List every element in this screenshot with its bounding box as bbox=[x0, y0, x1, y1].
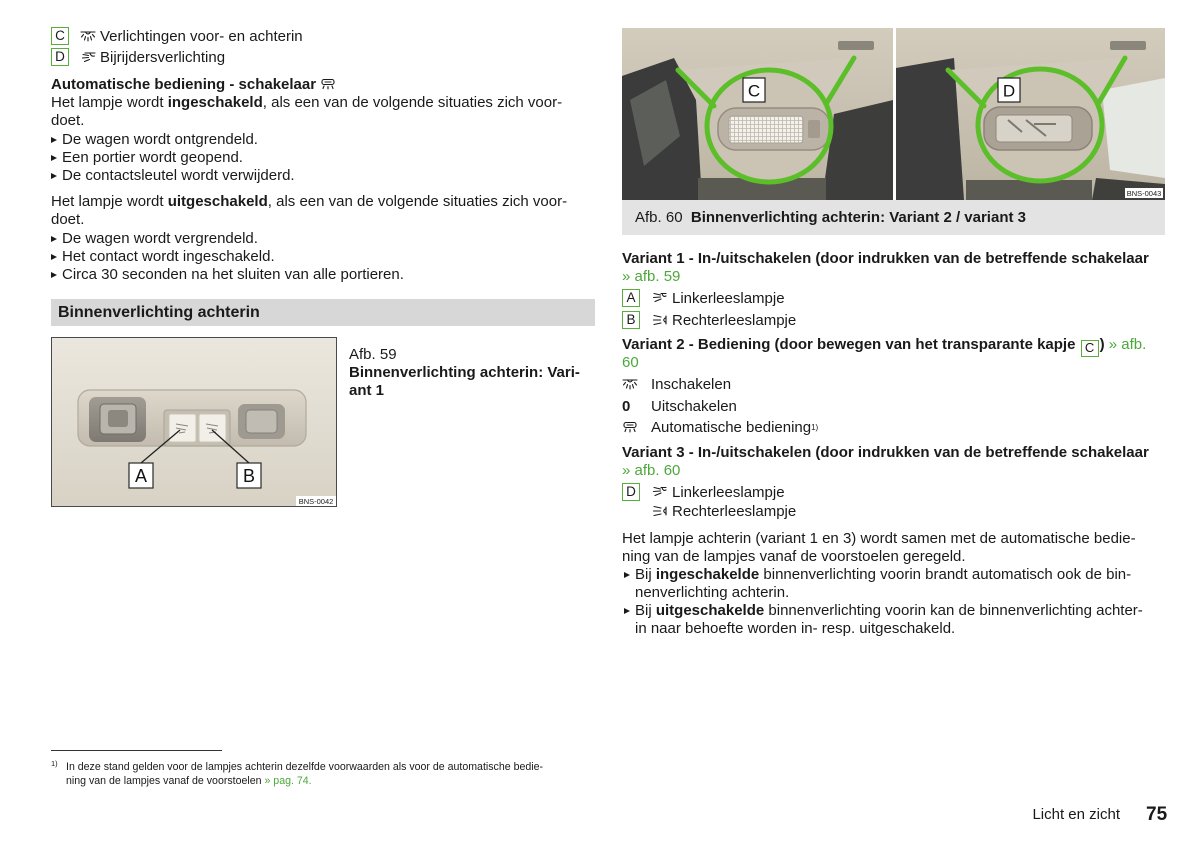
caption-title-line: Binnenverlichting achterin: Vari- bbox=[349, 364, 580, 381]
on-item-text: De wagen wordt ontgrendeld. bbox=[62, 130, 258, 148]
callout-label-a: A bbox=[134, 466, 148, 486]
passenger-light-icon bbox=[80, 51, 96, 63]
switch-b bbox=[199, 414, 226, 442]
item-text: Linkerleeslampje bbox=[672, 289, 785, 307]
off-symbol: 0 bbox=[622, 397, 631, 415]
variant-2-item-auto bbox=[622, 418, 818, 436]
off-item-text: Het contact wordt ingeschakeld. bbox=[62, 247, 275, 265]
bullet-icon bbox=[51, 254, 57, 260]
off-intro-bold: uitgeschakeld bbox=[167, 193, 268, 210]
reading-light-right-icon bbox=[651, 314, 667, 326]
auto-off-block bbox=[51, 193, 567, 284]
legend-item-d bbox=[51, 48, 225, 66]
caption-line bbox=[635, 209, 1026, 227]
key-box-a: A bbox=[622, 289, 640, 307]
off-intro-post: , als een van de volgende situaties zich voor- bbox=[267, 193, 568, 210]
page-number: 75 bbox=[1146, 804, 1168, 825]
bullet-pre: Bij bbox=[635, 566, 656, 583]
list-item bbox=[51, 230, 567, 248]
bullet-cont: in naar behoefte worden in- resp. uitgeschakeld. bbox=[635, 620, 956, 637]
section-heading-bar bbox=[51, 299, 595, 326]
figure-code: BNS-0042 bbox=[298, 497, 334, 506]
photo-divider bbox=[893, 28, 896, 200]
on-intro-cont: doet. bbox=[51, 112, 85, 130]
list-item bbox=[51, 167, 562, 185]
bullet-post: binnenverlichting voorin kan de binnenverlichting achter- bbox=[764, 602, 1143, 619]
section-title: Binnenverlichting achterin bbox=[58, 304, 260, 321]
item-text: Uitschakelen bbox=[651, 397, 737, 415]
variant-1-title: Variant 1 - In-/uitschakelen (door indrukken van de betreffende schakelaar bbox=[622, 250, 1149, 267]
off-intro-pre: Het lampje wordt bbox=[51, 193, 168, 210]
variant-2-heading bbox=[622, 336, 1146, 372]
legend-item-c bbox=[51, 27, 303, 45]
reading-light-left-icon bbox=[651, 486, 667, 498]
bright-window bbox=[1102, 78, 1165, 178]
on-intro-line bbox=[51, 94, 562, 112]
figure-60-caption bbox=[622, 200, 1165, 235]
door-contact-icon bbox=[320, 78, 336, 90]
variant-2-item-off bbox=[622, 397, 737, 415]
key-box-c: C bbox=[51, 27, 69, 45]
bullet-icon bbox=[51, 155, 57, 161]
variant-3-item-right bbox=[651, 502, 796, 520]
off-intro-cont: doet. bbox=[51, 211, 85, 229]
item-text: Rechterleeslampje bbox=[672, 311, 797, 329]
list-item bbox=[51, 248, 567, 266]
bullet-icon bbox=[51, 236, 57, 242]
footnote-mark: 1) bbox=[51, 759, 58, 768]
summary-line: Het lampje achterin (variant 1 en 3) wordt samen met de automatische bedie- bbox=[622, 530, 1136, 547]
variant-2-title-close: ) bbox=[1099, 336, 1105, 353]
callout-label-b: B bbox=[242, 466, 256, 486]
figure-60-photos bbox=[622, 28, 1165, 200]
key-box-c: C bbox=[1081, 340, 1099, 357]
auto-heading-text: Automatische bediening - schakelaar bbox=[51, 76, 317, 93]
summary-block bbox=[622, 530, 1143, 638]
variant-1-item-a bbox=[622, 289, 785, 307]
on-intro-bold: ingeschakeld bbox=[167, 94, 263, 112]
caption-title-line: ant 1 bbox=[349, 382, 385, 399]
footnote-line bbox=[66, 774, 543, 788]
auto-heading bbox=[51, 76, 562, 94]
callout-label-c: C bbox=[747, 81, 761, 101]
footnote-line: In deze stand gelden voor de lampjes achterin dezelfde voorwaarden als voor de automatische bedie- bbox=[66, 761, 544, 773]
key-box-d: D bbox=[51, 48, 69, 66]
left-lamp-button-center bbox=[108, 410, 128, 427]
bullet-icon bbox=[624, 608, 630, 614]
figure-60-link-cont[interactable]: 60 bbox=[622, 354, 639, 371]
light-on-icon bbox=[622, 378, 638, 390]
caption-title: Binnenverlichting achterin: Variant 2 / variant 3 bbox=[690, 209, 1026, 226]
key-box-d: D bbox=[622, 483, 640, 501]
item-text: Inschakelen bbox=[651, 375, 732, 393]
footnote-text bbox=[66, 760, 543, 788]
footnote-rule bbox=[51, 750, 222, 751]
variant-3-heading bbox=[622, 444, 1149, 480]
bullet-icon bbox=[51, 272, 57, 278]
item-text: Automatische bediening bbox=[651, 418, 812, 436]
item-text: Linkerleeslampje bbox=[672, 483, 785, 501]
list-item bbox=[624, 602, 1143, 620]
figure-59-illustration bbox=[52, 338, 336, 506]
photo-variant-2 bbox=[622, 28, 893, 200]
auto-on-block bbox=[51, 76, 562, 185]
caption-number: Afb. 60 bbox=[635, 209, 683, 226]
list-item bbox=[624, 566, 1143, 584]
summary-line: ning van de lampjes vanaf de voorstoelen geregeld. bbox=[622, 548, 966, 565]
bullet-bold: uitgeschakelde bbox=[655, 602, 765, 619]
bullet-icon bbox=[624, 572, 630, 578]
figure-code: BNS-0043 bbox=[1126, 189, 1162, 198]
figure-59 bbox=[51, 337, 337, 507]
figure-60-link[interactable]: » afb. bbox=[1104, 336, 1147, 353]
footer-chapter: Licht en zicht bbox=[1032, 806, 1120, 823]
off-intro-line bbox=[51, 193, 567, 211]
switch-a bbox=[169, 414, 196, 442]
on-item-text: De contactsleutel wordt verwijderd. bbox=[62, 166, 295, 184]
item-text: Rechterleeslampje bbox=[672, 502, 797, 520]
bullet-icon bbox=[51, 173, 57, 179]
variant-2-title-text: Variant 2 - Bediening (door bewegen van het transparante kapje bbox=[622, 336, 1080, 353]
footnote-line-text: ning van de lampjes vanaf de voorstoelen bbox=[66, 775, 265, 787]
reading-light-left-icon bbox=[651, 292, 667, 304]
photo-variant-3 bbox=[896, 28, 1165, 200]
figure-59-link[interactable]: » afb. 59 bbox=[622, 268, 681, 285]
ceiling-lamp bbox=[838, 41, 874, 50]
key-box-b: B bbox=[622, 311, 640, 329]
bullet-cont: nenverlichting achterin. bbox=[635, 584, 790, 601]
variant-2-title bbox=[622, 336, 1146, 354]
footnote-ref[interactable]: 1) bbox=[811, 422, 819, 432]
figure-60 bbox=[622, 28, 1165, 200]
bullet-pre: Bij bbox=[635, 602, 656, 619]
page-74-link[interactable]: » pag. 74. bbox=[264, 775, 312, 787]
variant-3-item-d bbox=[622, 483, 785, 501]
off-item-text: Circa 30 seconden na het sluiten van alle portieren. bbox=[62, 266, 404, 283]
variant-1-item-b bbox=[622, 311, 796, 329]
callout-label-d: D bbox=[1002, 81, 1016, 101]
bullet-bold: ingeschakelde bbox=[655, 566, 760, 583]
list-item bbox=[51, 266, 567, 284]
list-item bbox=[51, 131, 562, 149]
variant-2-item-on bbox=[622, 375, 731, 393]
right-lamp-lens-face bbox=[246, 410, 277, 433]
variant-1-heading bbox=[622, 250, 1149, 286]
cargo-area bbox=[966, 180, 1092, 200]
variant-3-title: Variant 3 - In-/uitschakelen (door indrukken van de betreffende schakelaar bbox=[622, 444, 1149, 461]
figure-60-link[interactable]: » afb. 60 bbox=[622, 462, 681, 479]
door-contact-icon bbox=[622, 421, 638, 433]
transparent-cap bbox=[729, 116, 803, 143]
off-item-text: De wagen wordt vergrendeld. bbox=[62, 229, 258, 247]
caption-number: Afb. 59 bbox=[349, 346, 397, 363]
bullet-post: binnenverlichting voorin brandt automatisch ook de bin- bbox=[759, 566, 1132, 583]
lamp-side-switch bbox=[808, 120, 820, 138]
ceiling-lamp bbox=[1110, 41, 1146, 50]
figure-59-caption bbox=[349, 346, 580, 400]
on-item-text: Een portier wordt geopend. bbox=[62, 148, 243, 166]
lamp-lens bbox=[996, 115, 1072, 142]
bullet-icon bbox=[51, 137, 57, 143]
reading-light-right-icon bbox=[651, 505, 667, 517]
legend-text-c: Verlichtingen voor- en achterin bbox=[100, 27, 303, 45]
legend-text-d: Bijrijdersverlichting bbox=[100, 48, 226, 66]
interior-light-icon bbox=[80, 30, 96, 42]
on-intro-post: , als een van de volgende situaties zich voor- bbox=[262, 94, 563, 112]
on-intro-pre: Het lampje wordt bbox=[51, 94, 168, 112]
list-item bbox=[51, 149, 562, 167]
